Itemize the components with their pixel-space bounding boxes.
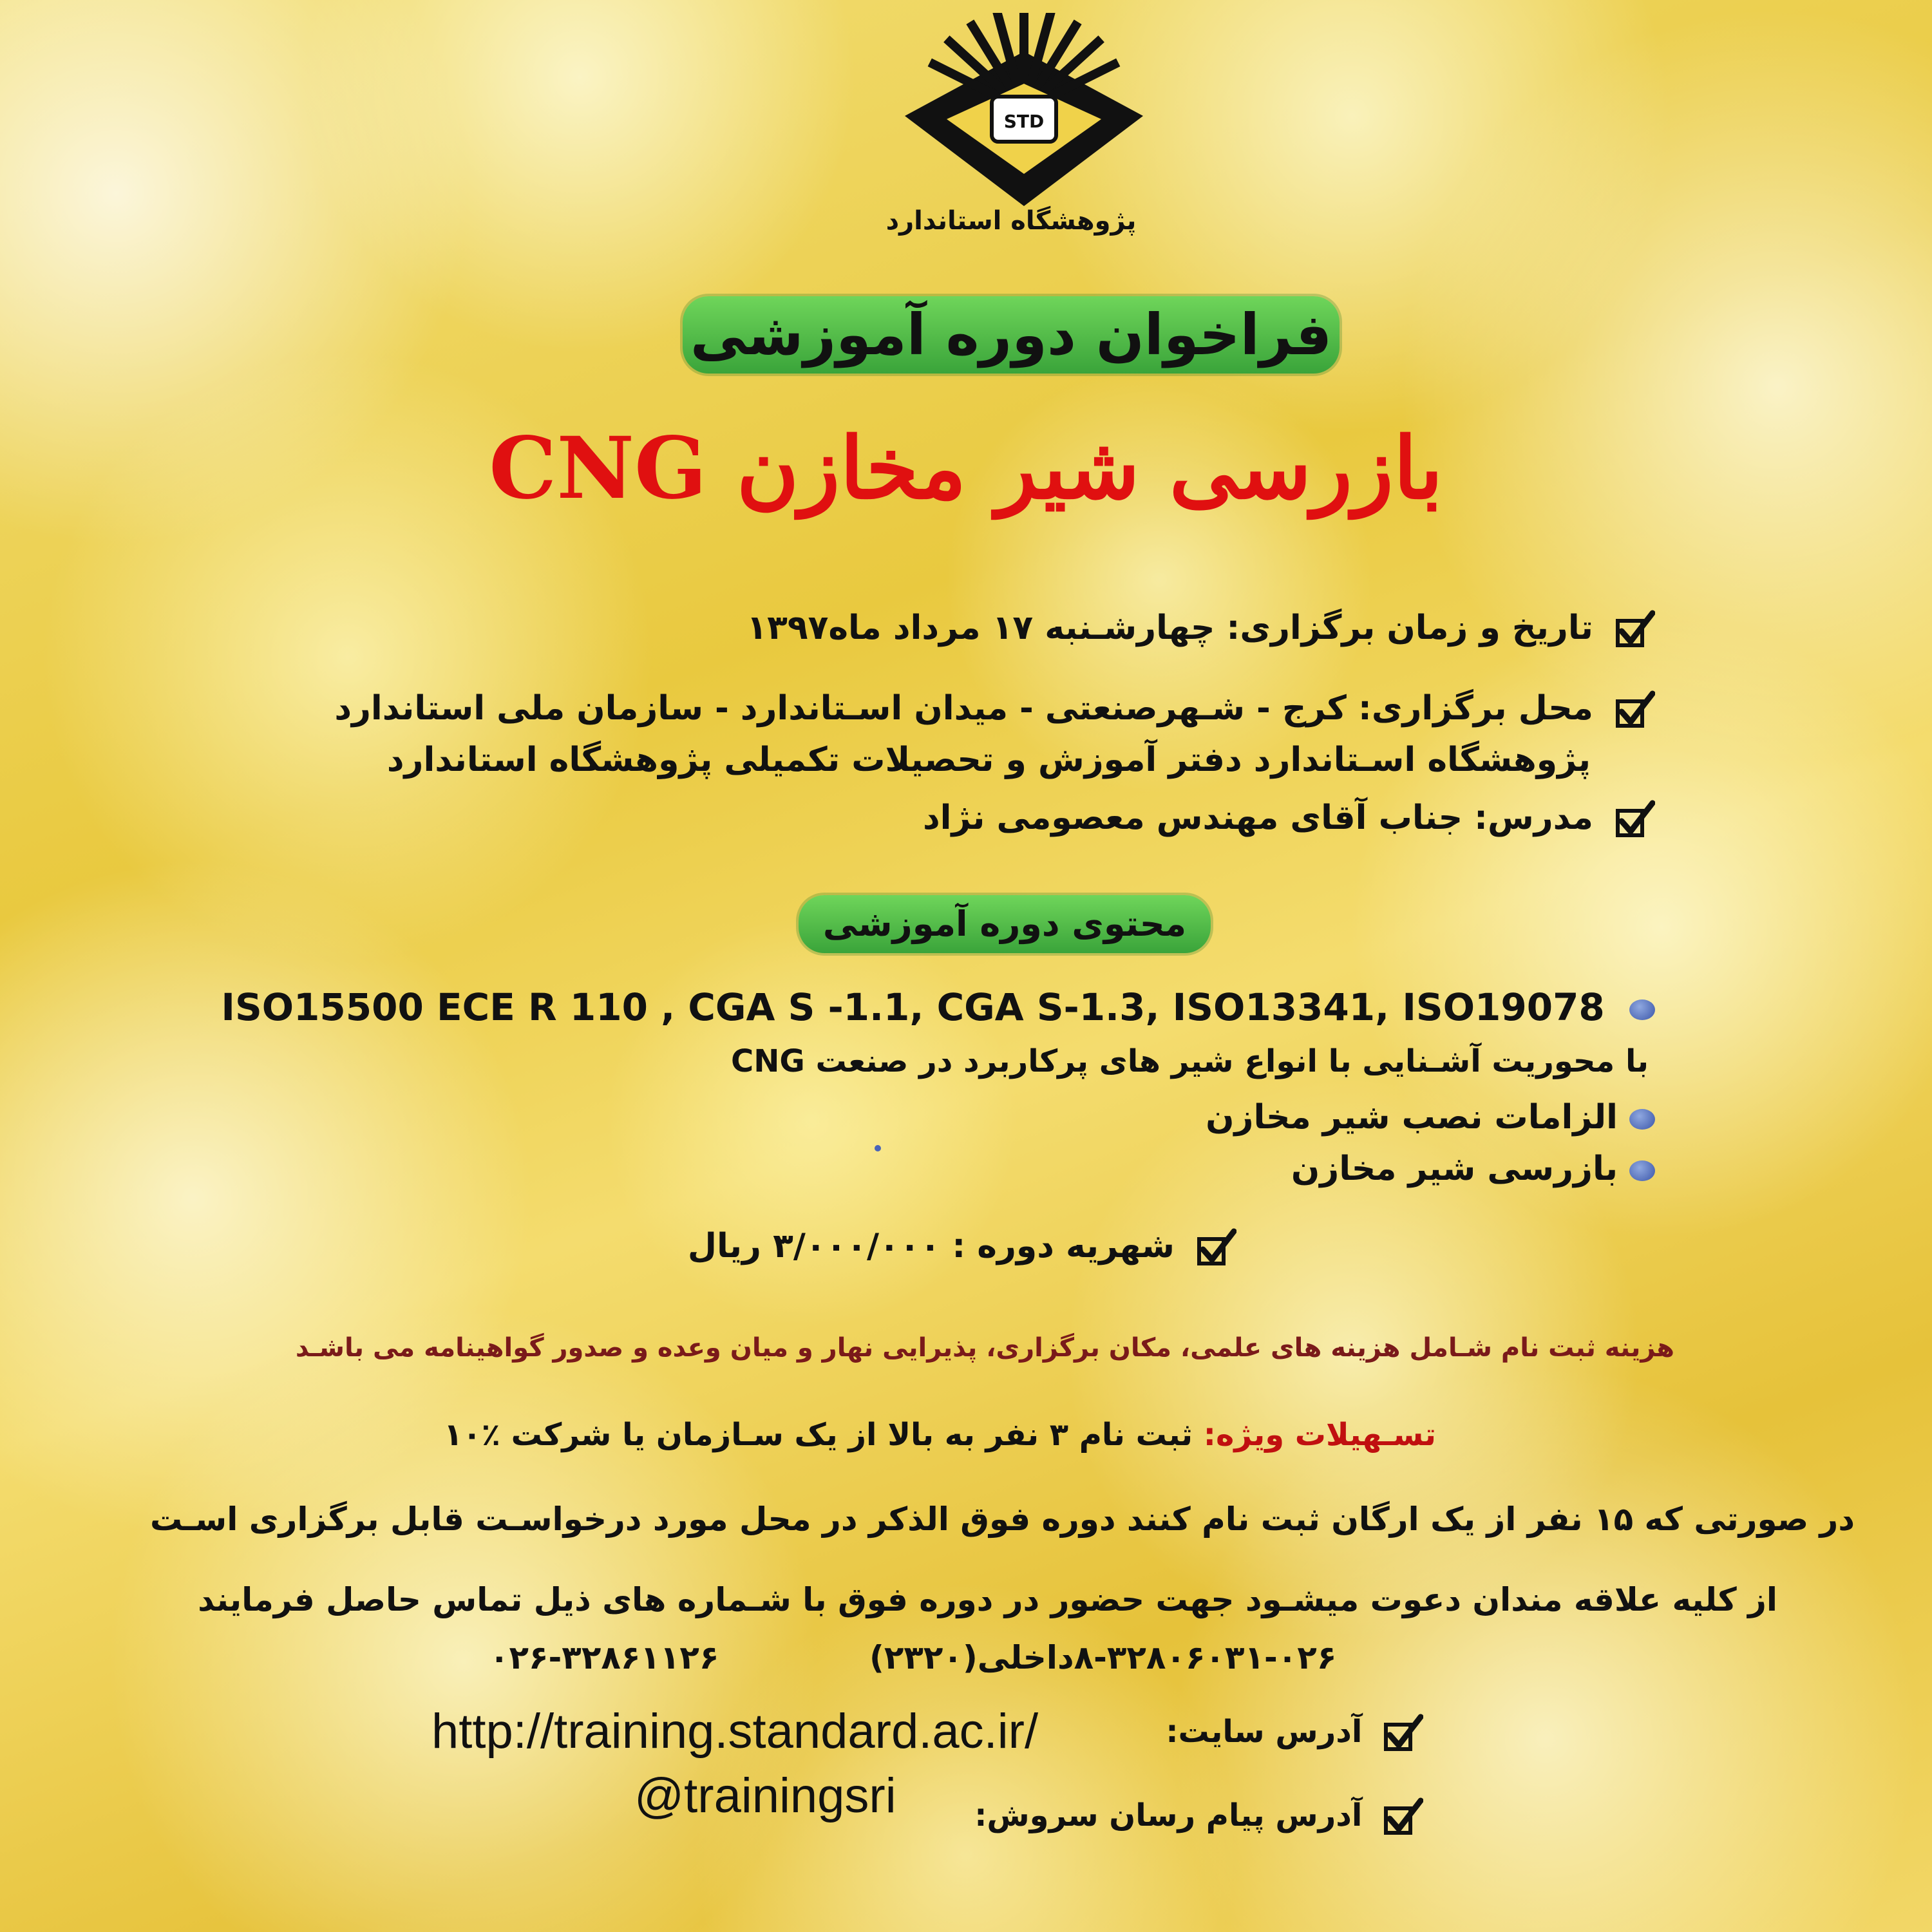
bullet-icon <box>1629 999 1655 1020</box>
content-item-inspection <box>1291 1150 1655 1188</box>
stray-dot <box>875 1145 881 1151</box>
content-item-inspection-text: بازرسی شیر مخازن <box>1291 1150 1618 1188</box>
messenger-id-link[interactable]: @trainingsri <box>634 1768 896 1823</box>
check-icon <box>1382 1713 1423 1754</box>
standard-emblem-icon <box>889 13 1159 219</box>
info-place <box>334 689 1655 731</box>
content-item-installation-text: الزامات نصب شیر مخازن <box>1206 1098 1618 1137</box>
info-teacher <box>923 799 1655 840</box>
page-heading: فراخوان دوره آموزشی <box>683 296 1340 374</box>
website-link[interactable]: http://training.standard.ac.ir/ <box>431 1704 1039 1759</box>
fee-note: هزینه ثبت نام شـامل هزینه های علمی، مکان برگزاری، پذیرایی نهار و میان وعده و صدور گواهینامه می باشـد <box>295 1333 1674 1363</box>
check-icon <box>1614 799 1655 840</box>
check-icon <box>1195 1227 1236 1269</box>
info-date <box>746 609 1655 650</box>
bullet-icon <box>1629 1160 1655 1181</box>
messenger-label <box>974 1797 1423 1838</box>
special-offer <box>0 1417 1436 1453</box>
check-icon <box>1614 609 1655 650</box>
messenger-label-text: آدرس پیام رسان سروش: <box>974 1797 1363 1833</box>
check-icon <box>1614 690 1655 731</box>
info-date-text: تاریخ و زمان برگزاری: چهارشـنبه ۱۷ مرداد ماه۱۳۹۷ <box>746 609 1593 647</box>
content-iso-line <box>221 985 1655 1029</box>
bullet-icon <box>1629 1109 1655 1130</box>
special-offer-label: تسـهیلات ویژه: <box>1203 1417 1436 1453</box>
phone-number-2: ۰۲۶-۳۲۸۶۱۱۲۶ <box>489 1639 719 1676</box>
info-place-line2: پژوهشگاه اسـتاندارد دفتر آموزش و تحصیلات تکمیلی پژوهشگاه استاندارد <box>386 741 1591 779</box>
phone-number-1: ۸-۳۲۸۰۶۰۳۱-۰۲۶داخلی(۲۳۲۰) <box>869 1639 1337 1676</box>
svg-text:STD: STD <box>1003 111 1045 132</box>
iso-description: با محوریت آشـنایی با انواع شیر های پرکاربرد در صنعت CNG <box>730 1043 1649 1079</box>
logo <box>889 13 1159 219</box>
course-fee <box>688 1227 1236 1269</box>
website-label-text: آدرس سایت: <box>1166 1714 1363 1750</box>
website-label <box>1166 1713 1423 1754</box>
course-fee-text: شهریه دوره : ۳/۰۰۰/۰۰۰ ریال <box>687 1227 1175 1265</box>
check-icon <box>1382 1797 1423 1838</box>
info-place-text: محل برگزاری: کرج - شـهرصنعتی - میدان اسـتاندارد - سازمان ملی استاندارد <box>334 689 1593 728</box>
content-heading: محتوی دوره آموزشی <box>799 895 1211 953</box>
invitation: از کلیه علاقه مندان دعوت میشـود جهت حضور در دوره فوق با شـماره های ذیل تماس حاصل فرمایند <box>198 1581 1777 1618</box>
course-title: بازرسی شیر مخازن CNG <box>489 419 1443 518</box>
logo-caption: پژوهشگاه استاندارد <box>886 206 1137 236</box>
iso-standards-text: ISO15500 ECE R 110 , CGA S -1.1, CGA S-1.3, ISO13341, ISO19078 <box>221 985 1605 1029</box>
special-offer-text: ثبت نام ۳ نفر به بالا از یک سـازمان یا شرکت ٪۱۰ <box>443 1417 1204 1453</box>
info-teacher-text: مدرس: جناب آقای مهندس معصومی نژاد <box>923 799 1593 837</box>
content-item-installation <box>1206 1098 1655 1137</box>
group-condition: در صورتی که ۱۵ نفر از یک ارگان ثبت نام کنند دوره فوق الذکر در محل مورد درخواسـت قابل برگزاری اسـت <box>150 1501 1855 1538</box>
